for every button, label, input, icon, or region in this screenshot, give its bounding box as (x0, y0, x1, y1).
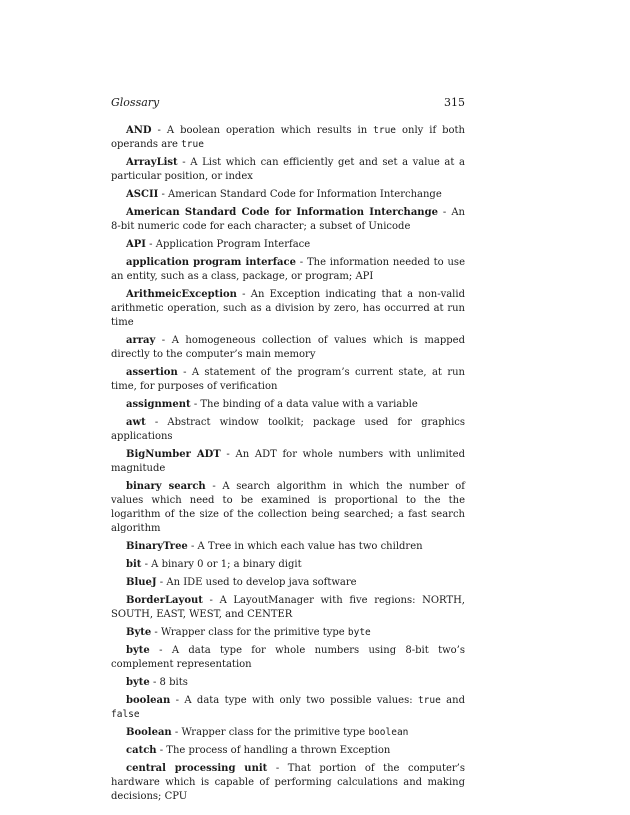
code-keyword: boolean (368, 727, 409, 738)
glossary-entries (111, 124, 465, 808)
glossary-entry: assignment - The binding of a data value with a variable (126, 399, 418, 410)
glossary-term: Byte (126, 627, 152, 638)
glossary-entry: American Standard Code for Information Interchange - An 8-bit numeric code for each character; a subset of Unicode (111, 207, 465, 232)
glossary-definition (166, 745, 390, 756)
glossary-entry: BigNumber ADT - An ADT for whole numbers with unlimited magnitude (111, 449, 465, 474)
glossary-entry: AND - A boolean operation which results in true only if both operands are true (111, 125, 465, 150)
running-header (111, 96, 465, 110)
glossary-term: BinaryTree (126, 541, 188, 552)
glossary-entry: catch - The process of handling a thrown Exception (126, 745, 391, 756)
glossary-term: AND (126, 125, 152, 136)
definition-text: A boolean operation which results in (166, 125, 374, 136)
glossary-entry: ArrayList - A List which can efficiently get and set a value at a particular position, or index (111, 157, 465, 182)
definition-text: Wrapper class for the primitive type (181, 727, 369, 738)
glossary-definition (111, 335, 465, 360)
definition-text: A homogeneous collection of values which is mapped directly to the computer’s main memory (111, 335, 465, 360)
definition-text: A search algorithm in which the number of values which need to be examined is proportional to the the logarithm of the size of the collection being searched; a fast search algorithm (111, 481, 465, 534)
code-keyword: true (373, 125, 397, 136)
definition-text: A LayoutManager with five regions: NORTH, SOUTH, EAST, WEST, and CENTER (111, 595, 465, 620)
glossary-definition (160, 677, 188, 688)
glossary-term: BigNumber ADT (126, 449, 221, 460)
glossary-entry: API - Application Program Interface (126, 239, 311, 250)
definition-text: An IDE used to develop java software (166, 577, 357, 588)
glossary-term: byte (126, 645, 150, 656)
glossary-term: awt (126, 417, 146, 428)
code-keyword: false (111, 709, 140, 720)
glossary-entry: application program interface - The information needed to use an entity, such as a class, package, or program; API (111, 257, 465, 282)
definition-text: An Exception indicating that a non-valid arithmetic operation, such as a division by zero, has occurred at run time (111, 289, 465, 328)
glossary-term: assignment (126, 399, 191, 410)
code-keyword: true (417, 695, 441, 706)
glossary-definition (166, 577, 356, 588)
glossary-term: bit (126, 559, 142, 570)
glossary-entry: byte - A data type for whole numbers using 8-bit two’s complement representation (111, 645, 465, 670)
code-keyword: byte (347, 627, 371, 638)
glossary-definition (181, 727, 408, 738)
glossary-definition (111, 645, 465, 670)
glossary-definition (151, 559, 301, 570)
definition-text: The process of handling a thrown Exception (166, 745, 391, 756)
glossary-entry: BinaryTree - A Tree in which each value has two children (126, 541, 423, 552)
definition-text: An ADT for whole numbers with unlimited magnitude (111, 449, 465, 474)
glossary-entry: bit - A binary 0 or 1; a binary digit (126, 559, 302, 570)
definition-text: 8 bits (159, 677, 188, 688)
glossary-definition (200, 399, 417, 410)
glossary-term: ASCII (126, 189, 159, 200)
glossary-definition (168, 189, 442, 200)
glossary-term: central processing unit (126, 763, 268, 774)
definition-text: A data type for whole numbers using 8-bit two’s complement representation (111, 645, 465, 670)
definition-text: A statement of the program’s current state, at run time, for purposes of verification (111, 367, 465, 392)
definition-text: and (440, 695, 465, 706)
definition-text: Wrapper class for the primitive type (161, 627, 348, 638)
definition-text: Application Program Interface (155, 239, 311, 250)
definition-text: American Standard Code for Information Interchange (168, 189, 442, 200)
definition-text: That portion of the computer’s hardware which is capable of performing calculations and making decisions; CPU (111, 763, 465, 802)
glossary-definition (198, 541, 423, 552)
glossary-term: ArithmeicException (126, 289, 237, 300)
glossary-term: ArrayList (126, 157, 178, 168)
glossary-entry: Byte - Wrapper class for the primitive type byte (126, 627, 371, 638)
definition-text: Abstract window toolkit; package used for graphics applications (111, 417, 465, 442)
glossary-entry: awt - Abstract window toolkit; package used for graphics applications (111, 417, 465, 442)
glossary-entry: assertion - A statement of the program’s current state, at run time, for purposes of verification (111, 367, 465, 392)
glossary-entry: array - A homogeneous collection of values which is mapped directly to the computer’s main memory (111, 335, 465, 360)
page-number: 315 (444, 96, 465, 109)
glossary-term: application program interface (126, 257, 296, 268)
glossary-entry: binary search - A search algorithm in which the number of values which need to be examined is proportional to the the logarithm of the size of the collection being searched; a fast search algorithm (111, 481, 465, 534)
glossary-term: BorderLayout (126, 595, 203, 606)
glossary-entry: ArithmeicException - An Exception indicating that a non-valid arithmetic operation, such as a division by zero, has occurred at run time (111, 289, 465, 328)
definition-text: The binding of a data value with a variable (200, 399, 418, 410)
glossary-term: API (126, 239, 146, 250)
glossary-entry: Boolean - Wrapper class for the primitive type boolean (126, 727, 409, 738)
definition-text: only if both operands are (111, 125, 465, 150)
glossary-entry: ASCII - American Standard Code for Information Interchange (126, 189, 442, 200)
glossary-definition (111, 125, 465, 150)
glossary-entry: central processing unit - That portion of the computer’s hardware which is capable of performing calculations and making decisions; CPU (111, 763, 465, 802)
glossary-entry: boolean - A data type with only two possible values: true and false (111, 695, 465, 720)
glossary-term: boolean (126, 695, 171, 706)
glossary-term: byte (126, 677, 150, 688)
glossary-definition (161, 627, 371, 638)
glossary-definition (111, 417, 465, 442)
definition-text: A binary 0 or 1; a binary digit (151, 559, 302, 570)
definition-text: A List which can efficiently get and set a value at a particular position, or index (111, 157, 465, 182)
definition-text: The information needed to use an entity, such as a class, package, or program; API (111, 257, 465, 282)
header-title: Glossary (111, 96, 160, 109)
definition-text: A Tree in which each value has two children (197, 541, 423, 552)
definition-text: An 8-bit numeric code for each character; a subset of Unicode (111, 207, 465, 232)
glossary-entry: byte - 8 bits (126, 677, 188, 688)
glossary-term: binary search (126, 481, 206, 492)
glossary-term: catch (126, 745, 157, 756)
glossary-term: Boolean (126, 727, 172, 738)
glossary-entry: BorderLayout - A LayoutManager with five regions: NORTH, SOUTH, EAST, WEST, and CENTER (111, 595, 465, 620)
glossary-term: array (126, 335, 156, 346)
code-keyword: true (181, 139, 204, 150)
glossary-entry: BlueJ - An IDE used to develop java software (126, 577, 357, 588)
definition-text: A data type with only two possible values: (184, 695, 418, 706)
glossary-definition (156, 239, 310, 250)
glossary-term: assertion (126, 367, 178, 378)
glossary-term: American Standard Code for Information Interchange (126, 207, 438, 218)
glossary-term: BlueJ (126, 577, 157, 588)
